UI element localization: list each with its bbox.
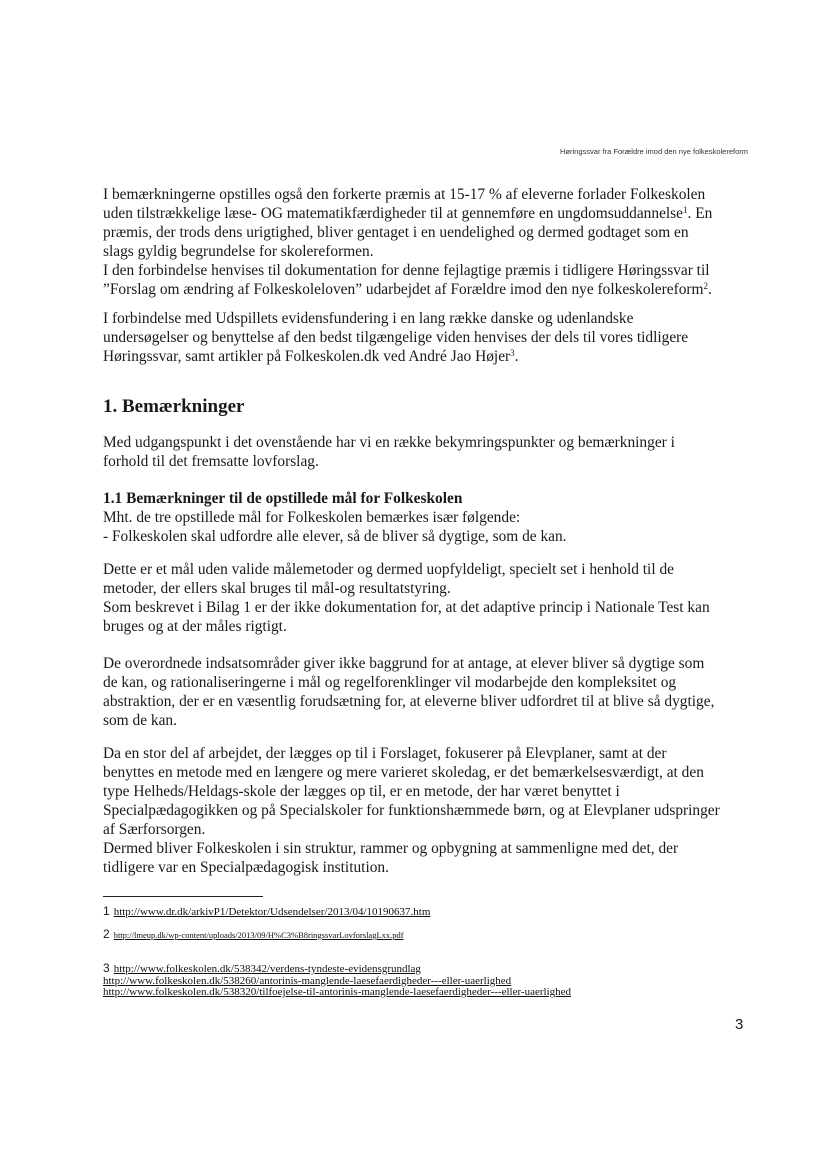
text-line	[103, 347, 743, 366]
section-intro-paragraph	[103, 433, 743, 471]
running-header: Høringssvar fra Forældre imod den nye folkeskolereform	[560, 147, 748, 156]
text-line: type Helheds/Heldags-skole der lægges op til, er en metode, der har været benyttet i	[103, 783, 620, 800]
footnote-ref-1[interactable]: 1	[683, 205, 688, 215]
text-line: I den forbindelse henvises til dokumentation for denne fejlagtige præmis i tidligere Høringssvar til	[103, 262, 710, 279]
footnote-2	[103, 929, 404, 942]
text-line: forhold til det fremsatte lovforslag.	[103, 453, 319, 470]
text-line: Med udgangspunkt i det ovenstående har vi en række bekymringspunkter og bemærkninger i	[103, 434, 675, 451]
footnote-link[interactable]: http://www.folkeskolen.dk/538342/verdens-tyndeste-evidensgrundlag	[113, 963, 421, 975]
text-span: .	[708, 281, 712, 298]
text-line: Da en stor del af arbejdet, der lægges op til i Forslaget, fokuserer på Elevplaner, samt at der	[103, 745, 667, 762]
body-paragraph-1	[103, 560, 743, 636]
text-span: .	[514, 348, 519, 365]
text-line	[103, 204, 743, 223]
footnote-3	[103, 963, 571, 999]
text-line	[103, 280, 743, 299]
text-line: metoder, der ellers skal bruges til mål-og resultatstyring.	[103, 580, 451, 597]
text-line: Dette er et mål uden valide målemetoder og dermed uopfyldeligt, specielt set i henhold til de	[103, 561, 674, 578]
text-line: præmis, der trods dens urigtighed, bliver gentaget i en uendelighed og dermed godtaget som en	[103, 224, 689, 241]
text-line: abstraktion, der er en væsentlig forudsætning for, at eleverne bliver udfordret til at blive så dygtige,	[103, 693, 715, 710]
text-line: undersøgelser og benyttelse af den bedst tilgængelige viden henvises der dels til vores tidligere	[103, 329, 689, 346]
text-line: slags gyldig begrundelse for skolereformen.	[103, 243, 374, 260]
body-paragraph-2	[103, 654, 743, 730]
footnote-link[interactable]: http://www.folkeskolen.dk/538320/tilfoejelse-til-antorinis-manglende-laesefaerdigheder---eller-uaerlighed	[103, 986, 572, 998]
text-span: Høringssvar, samt artikler på Folkeskolen.dk ved André Jao Højer	[103, 348, 511, 365]
footnote-link[interactable]: http://www.folkeskolen.dk/538260/antorinis-manglende-laesefaerdigheder---eller-uaerlighed	[103, 974, 512, 987]
text-line: Mht. de tre opstillede mål for Folkeskolen bemærkes især følgende:	[103, 509, 521, 526]
text-span: uden tilstrækkelige læse- OG matematikfærdigheder til at gennemføre en ungdomsuddannelse	[103, 205, 683, 222]
text-line: Som beskrevet i Bilag 1 er der ikke dokumentation for, at det adaptive princip i Nationale Test kan	[103, 599, 710, 616]
text-span: . En	[687, 205, 713, 222]
footnote-line	[103, 987, 571, 999]
footnote-number: 3	[103, 961, 110, 975]
page-number: 3	[735, 1016, 744, 1033]
text-line: bruges og at der måles rigtigt.	[103, 618, 287, 635]
text-line: De overordnede indsatsområder giver ikke baggrund for at antage, at elever bliver så dygtige som	[103, 655, 705, 672]
footnote-ref-2[interactable]: 2	[703, 281, 709, 291]
text-line: I forbindelse med Udspillets evidensfundering i en lang række danske og udenlandske	[103, 310, 634, 327]
footnote-link[interactable]: http://www.dr.dk/arkivP1/Detektor/Udsendelser/2013/04/10190637.htm	[113, 906, 431, 918]
text-line: I bemærkningerne opstilles også den forkerte præmis at 15-17 % af eleverne forlader Folkeskolen	[103, 186, 706, 203]
text-line: benyttes en metode med en længere og mere varieret skoledag, er det bemærkelsesværdigt, at den	[103, 764, 704, 781]
body-paragraph-3	[103, 744, 743, 877]
text-span: ”Forslag om ændring af Folkeskoleloven” udarbejdet af Forældre imod den nye folkeskolereform	[103, 281, 704, 298]
bullet-line: - Folkeskolen skal udfordre alle elever, så de bliver så dygtige, som de kan.	[103, 528, 567, 545]
text-line: Dermed bliver Folkeskolen i sin struktur, rammer og opbygning at sammenligne med det, der	[103, 840, 679, 857]
footnote-number: 2	[103, 927, 110, 941]
footnote-number: 1	[103, 904, 110, 918]
footnote-ref-3[interactable]: 3	[510, 348, 515, 358]
text-line: som de kan.	[103, 712, 177, 729]
intro-paragraph-1	[103, 185, 743, 299]
text-line: Specialpædagogikken og på Specialskoler for funktionshæmmede børn, og at Elevplaner udspringer	[103, 802, 720, 819]
footnote-divider	[103, 896, 263, 897]
intro-paragraph-2	[103, 309, 743, 366]
subsection-block	[103, 489, 743, 546]
subsection-heading: 1.1 Bemærkninger til de opstillede mål for Folkeskolen	[103, 490, 463, 507]
section-heading: 1. Bemærkninger	[103, 396, 245, 417]
text-line: tidligere var en Specialpædagogisk institution.	[103, 859, 389, 876]
text-line: de kan, og rationaliseringerne i mål og regelforenklinger vil modarbejde den kompleksitet og	[103, 674, 677, 691]
footnote-1	[103, 906, 430, 919]
text-line: af Særforsorgen.	[103, 821, 206, 838]
footnote-link[interactable]: http://lmeup.dk/wp-content/uploads/2013/09/H%C3%B8ringssvarLovforslagLxx.pdf	[113, 930, 404, 940]
